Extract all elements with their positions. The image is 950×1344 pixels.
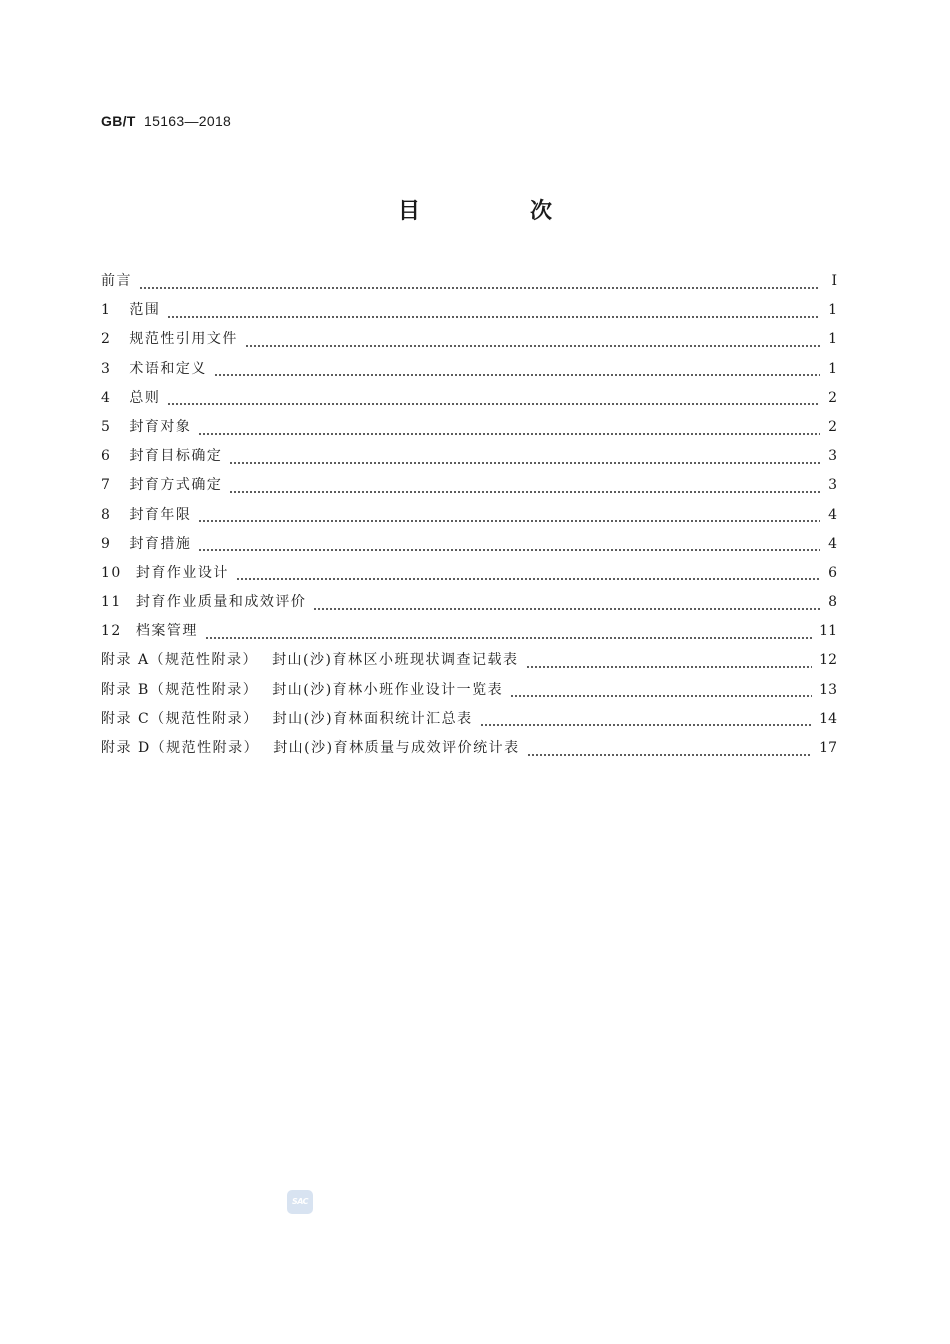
dot-leader <box>205 628 812 642</box>
dot-leader <box>198 540 820 554</box>
toc-entry[interactable] <box>101 504 837 533</box>
toc-entry-page: 8 <box>828 594 837 611</box>
toc-entry[interactable] <box>101 474 837 503</box>
toc-entry-label: 档案管理 <box>135 623 198 640</box>
toc-entry-label: 封育目标确定 <box>129 448 223 465</box>
dot-leader <box>245 336 820 350</box>
toc-entry-label: 封山(沙)育林质量与成效评价统计表 <box>273 740 520 756</box>
toc-entry-number: 7 <box>101 477 112 494</box>
dot-leader <box>480 715 813 729</box>
toc-entry-page: 4 <box>828 535 837 552</box>
toc-entry-page: 11 <box>819 623 837 640</box>
toc-entry[interactable] <box>101 620 837 649</box>
toc-entry-page: Ⅰ <box>831 273 837 289</box>
toc-entry-page: 4 <box>828 506 837 523</box>
toc-entry-label: 封育作业设计 <box>135 564 229 581</box>
toc-entry-label: 封育作业质量和成效评价 <box>135 594 307 611</box>
toc-entry-label: 规范性引用文件 <box>129 331 238 348</box>
toc-entry-number: 8 <box>101 506 112 523</box>
toc-entry-number: 11 <box>101 594 122 611</box>
toc-entry-number: 附录 A（规范性附录） <box>101 652 259 669</box>
dot-leader <box>526 657 813 671</box>
toc-entry-number: 附录 B（规范性附录） <box>101 681 259 698</box>
toc-entry-page: 2 <box>828 389 837 406</box>
table-of-contents <box>101 270 837 766</box>
toc-entry-label: 封育方式确定 <box>129 477 223 494</box>
toc-entry[interactable] <box>101 270 837 299</box>
toc-entry[interactable] <box>101 445 837 474</box>
toc-entry-number: 3 <box>101 360 112 377</box>
toc-entry[interactable] <box>101 591 837 620</box>
toc-entry-number: 2 <box>101 331 112 348</box>
toc-entry-page: 1 <box>828 360 837 377</box>
dot-leader <box>167 394 820 408</box>
dot-leader <box>167 307 820 321</box>
toc-entry-label: 封山(沙)育林面积统计汇总表 <box>272 710 473 727</box>
toc-entry[interactable] <box>101 416 837 445</box>
standard-prefix: GB/T <box>101 113 136 129</box>
toc-entry[interactable] <box>101 562 837 591</box>
dot-leader <box>510 686 812 700</box>
dot-leader <box>236 569 820 583</box>
toc-entry-page: 1 <box>828 331 837 348</box>
toc-entry-page: 17 <box>819 740 837 756</box>
toc-entry[interactable] <box>101 679 837 708</box>
toc-entry[interactable] <box>101 708 837 737</box>
toc-entry-label: 封育措施 <box>129 535 192 552</box>
dot-leader <box>139 278 820 292</box>
dot-leader <box>198 424 820 438</box>
toc-entry-label: 封育年限 <box>129 506 192 523</box>
toc-entry-page: 14 <box>819 710 837 727</box>
toc-entry-label: 术语和定义 <box>129 360 207 377</box>
toc-entry-number: 9 <box>101 535 112 552</box>
toc-entry-label: 封育对象 <box>129 418 192 435</box>
toc-entry-label: 封山(沙)育林区小班现状调查记载表 <box>272 652 519 669</box>
toc-entry-page: 13 <box>819 681 837 698</box>
toc-title: 目 次 <box>397 199 596 224</box>
toc-entry[interactable] <box>101 328 837 357</box>
toc-entry[interactable] <box>101 533 837 562</box>
toc-entry-number: 10 <box>101 564 122 581</box>
dot-leader <box>313 599 820 613</box>
toc-entry[interactable] <box>101 649 837 678</box>
toc-entry-number: 附录 D（规范性附录） <box>101 740 260 756</box>
toc-entry-page: 2 <box>828 418 837 435</box>
toc-entry-page: 3 <box>828 477 837 494</box>
dot-leader <box>214 365 820 379</box>
toc-entry-number: 6 <box>101 448 112 465</box>
toc-entry-page: 3 <box>828 448 837 465</box>
sac-watermark-logo: SAC <box>287 1190 313 1214</box>
dot-leader <box>198 511 820 525</box>
toc-entry[interactable] <box>101 737 837 766</box>
toc-entry-page: 1 <box>828 302 837 319</box>
toc-entry-label: 范围 <box>129 302 161 319</box>
toc-entry[interactable] <box>101 387 837 416</box>
toc-entry-number: 附录 C（规范性附录） <box>101 710 259 727</box>
standard-code <box>101 113 231 129</box>
toc-entry-number: 5 <box>101 418 112 435</box>
toc-entry[interactable] <box>101 299 837 328</box>
toc-entry-page: 12 <box>819 652 837 669</box>
toc-entry[interactable] <box>101 358 837 387</box>
toc-entry-label: 封山(沙)育林小班作业设计一览表 <box>272 681 504 698</box>
standard-number: 15163—2018 <box>144 113 232 129</box>
dot-leader <box>527 745 813 759</box>
dot-leader <box>229 482 820 496</box>
toc-entry-page: 6 <box>828 564 837 581</box>
toc-entry-number: 12 <box>101 623 122 640</box>
toc-entry-label: 总则 <box>129 389 161 406</box>
dot-leader <box>229 453 820 467</box>
toc-entry-number: 4 <box>101 389 112 406</box>
toc-entry-label: 前言 <box>101 273 132 289</box>
toc-entry-number: 1 <box>101 302 112 319</box>
